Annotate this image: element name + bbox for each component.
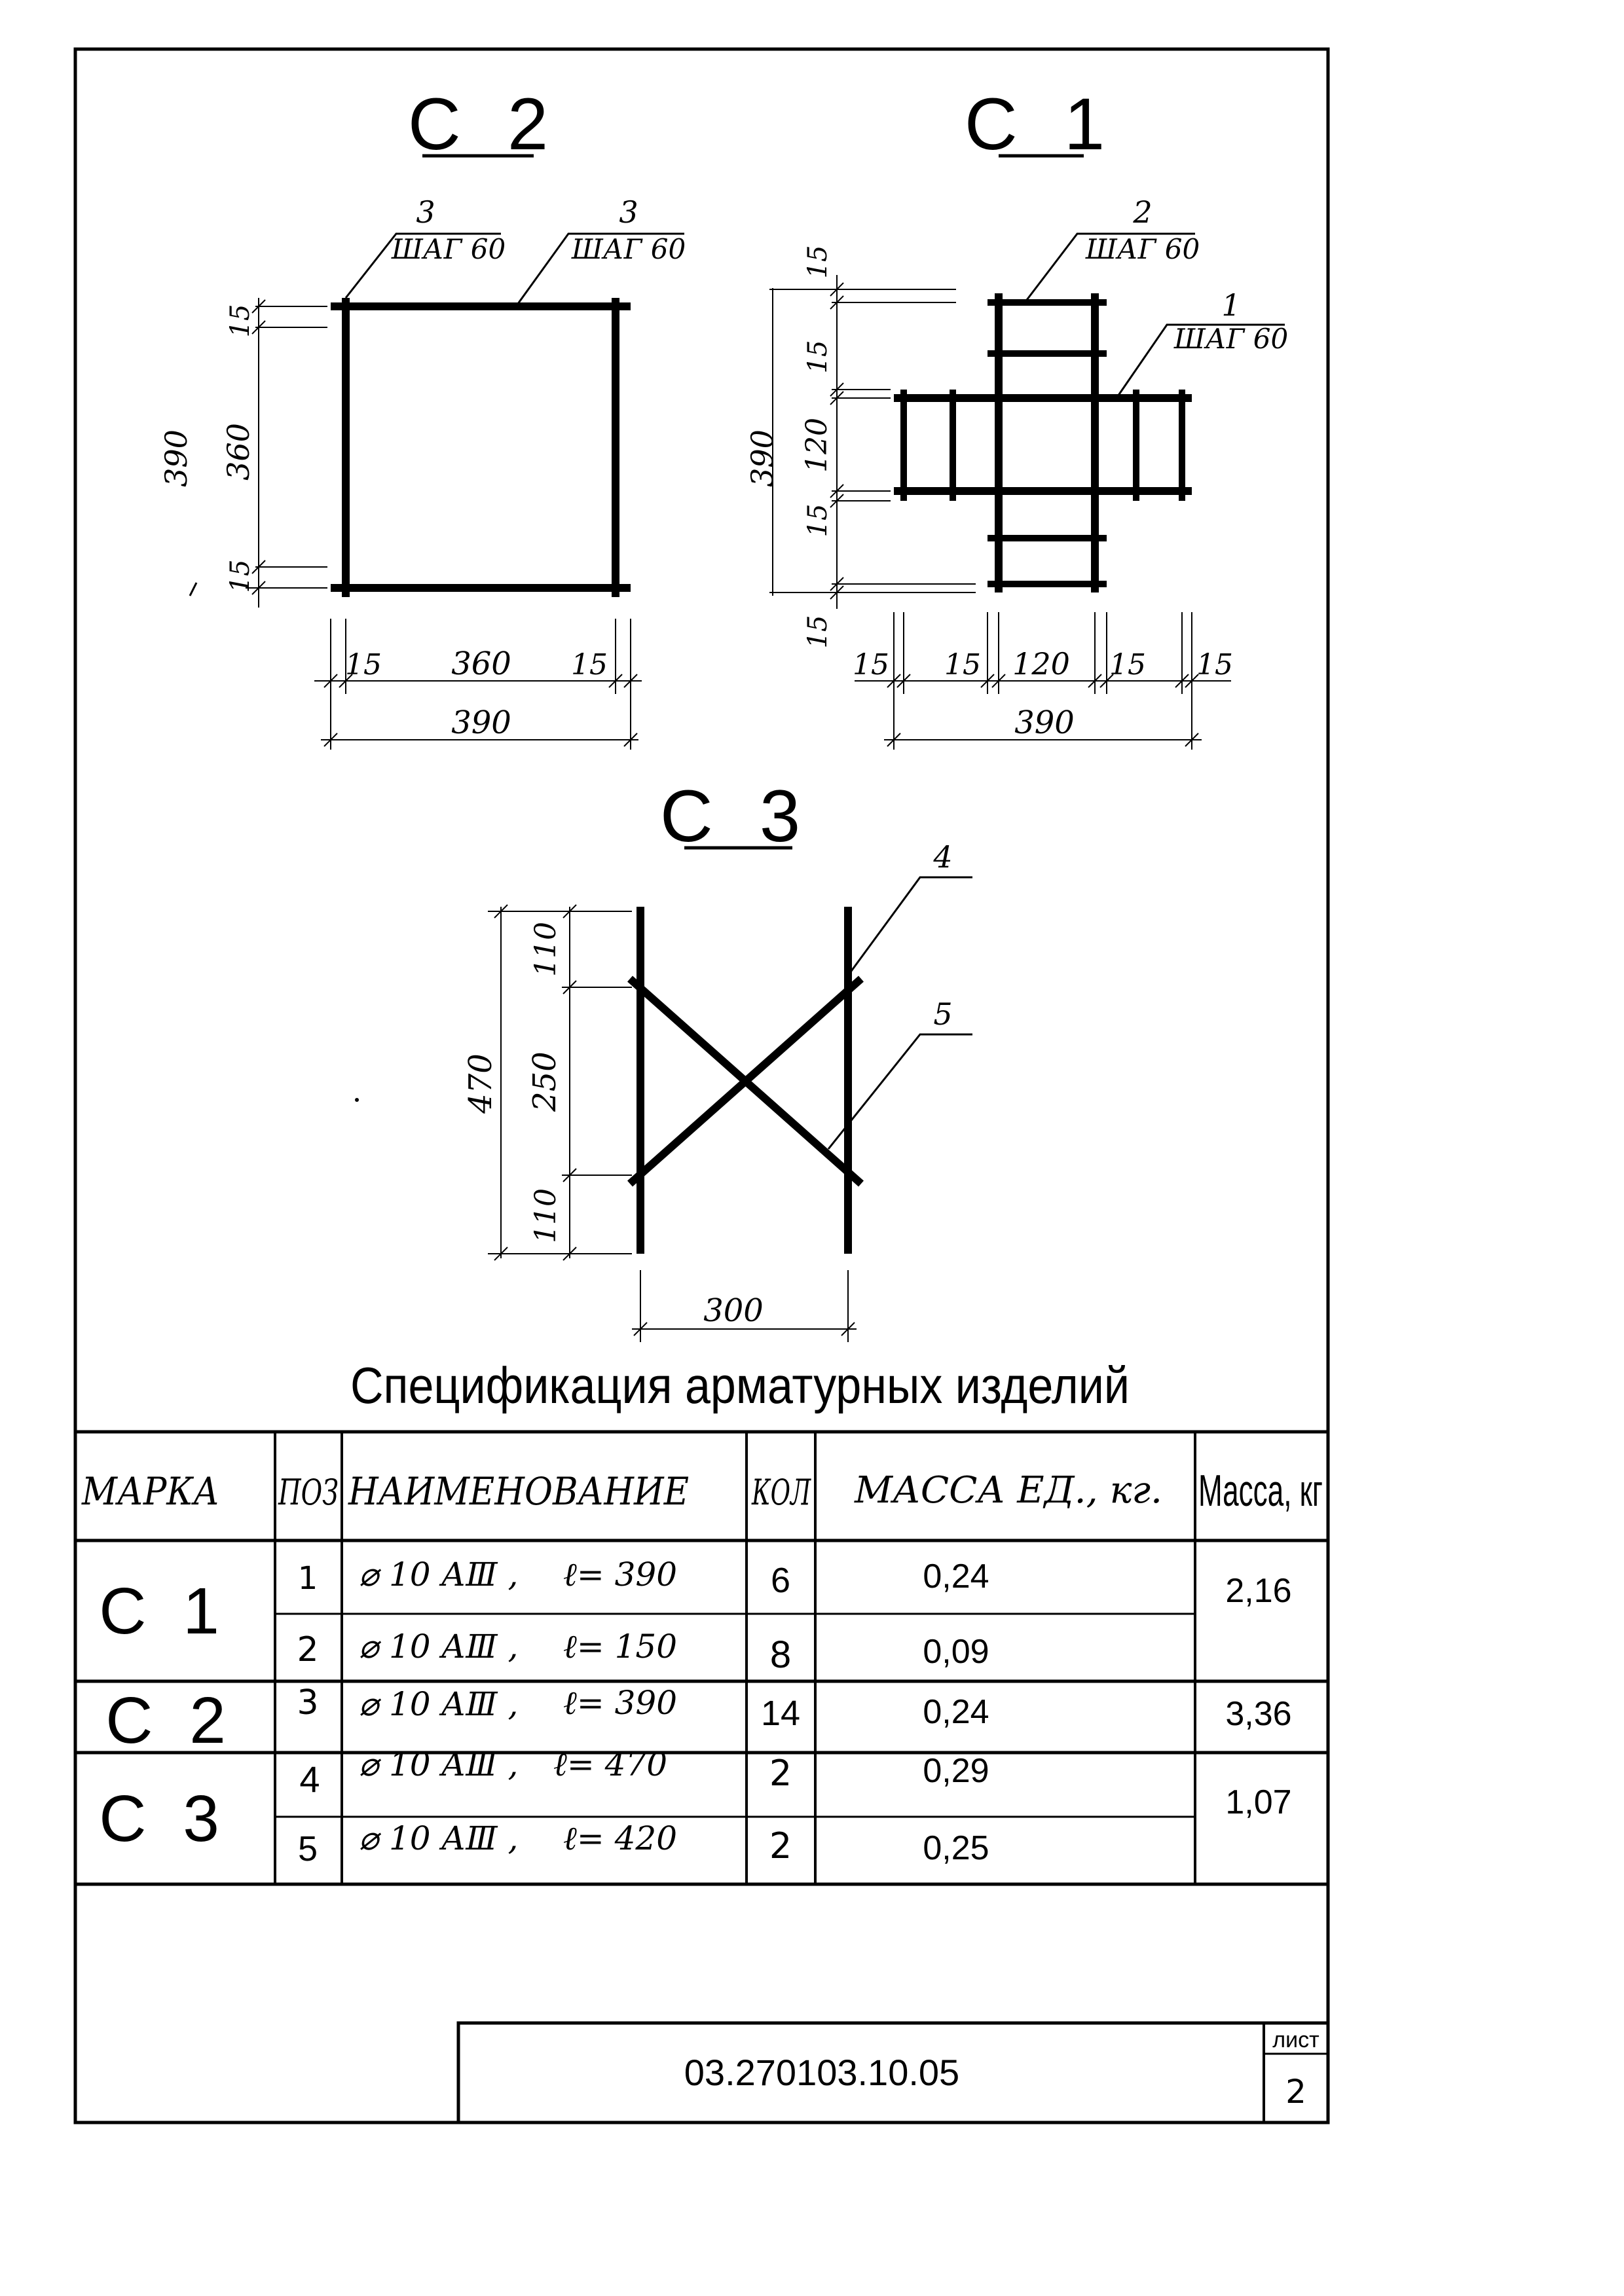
row2-mass-unit: 0,09 [923,1633,989,1671]
c1-leader-2-num: 2 [1133,194,1153,230]
spec-title: Спецификация арматурных изделий [350,1357,1130,1414]
c3-leader-4-num: 4 [933,839,953,875]
row1-len: ℓ= 390 [563,1556,678,1594]
c3-dim-left-total: 470 [462,1053,499,1114]
c1-dim-left-total: 390 [745,429,780,487]
row2-diam: ⌀ 10 АⅢ , [359,1628,519,1666]
row2-kol: 8 [769,1633,792,1676]
c1-dim-bot-4: 15 [1109,648,1146,682]
header-mass-total: Масса, кг [1198,1466,1323,1516]
header-kol: КОЛ [751,1472,812,1513]
stamp-sheet-label: лист [1272,2028,1320,2052]
row5-mass-unit: 0,25 [923,1829,989,1867]
row3-poz: 3 [297,1683,319,1722]
c1-dim-bot-2: 15 [944,648,981,682]
c2-mark [190,583,196,596]
c1-title: С 1 [964,83,1118,165]
c1-leader-1-label: ШАГ 60 [1173,323,1289,355]
row4-diam: ⌀ 10 АⅢ , [359,1745,519,1783]
drawing-c1 [745,83,1288,750]
c2-dim-left-bot: 15 [225,559,255,593]
group-marka-c1: С 1 [99,1575,229,1648]
row4-poz: 4 [299,1758,320,1800]
c1-leader-1-num: 1 [1221,287,1241,323]
row3-mass-unit: 0,24 [923,1693,989,1731]
c3-leader-4 [848,877,972,975]
c1-leader-2-label: ШАГ 60 [1085,233,1200,265]
row5-kol: 2 [769,1825,792,1867]
c2-dim-bot-total: 390 [451,704,511,741]
header-marka: МАРКА [81,1469,219,1514]
c2-leader-2-label: ШАГ 60 [571,233,686,265]
title-stamp [458,2023,1328,2123]
header-poz: ПОЗ [278,1472,339,1513]
c3-dim-left-top: 110 [529,922,563,977]
c1-dim-bot-total: 390 [1014,704,1075,741]
group-marka-c3: С 3 [99,1782,229,1855]
row5-len: ℓ= 420 [563,1819,678,1857]
c3-dim-left-mid: 250 [526,1051,563,1112]
c2-dim-bot-left: 15 [345,648,382,682]
c1-dim-left-4: 15 [803,503,833,538]
stamp-doc-code: 03.270103.10.05 [684,2052,960,2093]
group-marka-c2: С 2 [105,1684,235,1757]
row5-poz: 5 [297,1829,318,1868]
c1-dim-left-2: 15 [803,340,833,374]
drawing-c2 [158,83,686,750]
row3-diam: ⌀ 10 АⅢ , [359,1685,519,1723]
c3-title: С 3 [659,775,814,857]
c3-dim-bot-total: 300 [703,1292,764,1329]
c1-dim-left-3: 120 [800,418,834,473]
c2-dim-left-top: 15 [225,304,255,338]
row4-len: ℓ= 470 [553,1745,668,1783]
header-mass-unit: МАССА ЕД., кг. [853,1469,1162,1512]
sheet-frame [75,49,1328,2123]
c2-title: С 2 [407,83,562,165]
c2-dim-bot-right: 15 [571,648,608,682]
row1-poz: 1 [297,1560,318,1597]
header-name: НАИМЕНОВАНИЕ [348,1469,689,1514]
c2-leader-1-label: ШАГ 60 [391,233,506,265]
c1-dim-left-1: 15 [803,245,833,279]
row2-len: ℓ= 150 [563,1628,678,1666]
c3-leader-5-num: 5 [933,996,953,1032]
spec-table [75,1357,1328,1884]
group-mass-c1: 2,16 [1225,1572,1292,1610]
c3-dim-left-bot: 110 [529,1188,563,1243]
row3-len: ℓ= 390 [563,1684,678,1722]
drawing-c3 [355,775,972,1342]
c1-dim-bot-1: 15 [853,648,889,682]
c1-dim-bot-3: 120 [1012,646,1070,682]
row1-diam: ⌀ 10 АⅢ , [359,1556,519,1594]
row1-mass-unit: 0,24 [923,1558,989,1595]
c2-dim-bot-mid: 360 [451,646,511,682]
group-mass-c3: 1,07 [1225,1783,1292,1821]
c1-dim-bot-5: 15 [1196,648,1233,682]
c2-leader-2-num: 3 [619,194,638,230]
stray-dot [355,1098,359,1102]
row3-kol: 14 [760,1694,801,1733]
row4-kol: 2 [769,1753,792,1794]
c2-dim-left-mid: 360 [221,423,256,481]
row4-mass-unit: 0,29 [923,1752,989,1790]
c1-dim-left-5: 15 [803,615,833,649]
row5-diam: ⌀ 10 АⅢ , [359,1819,519,1857]
c2-dim-left-total: 390 [158,429,194,487]
row1-kol: 6 [770,1561,791,1600]
row2-poz: 2 [297,1630,319,1669]
group-mass-c2: 3,36 [1225,1695,1292,1733]
c2-leader-1-num: 3 [416,194,435,230]
stamp-sheet-number: 2 [1285,2073,1306,2111]
